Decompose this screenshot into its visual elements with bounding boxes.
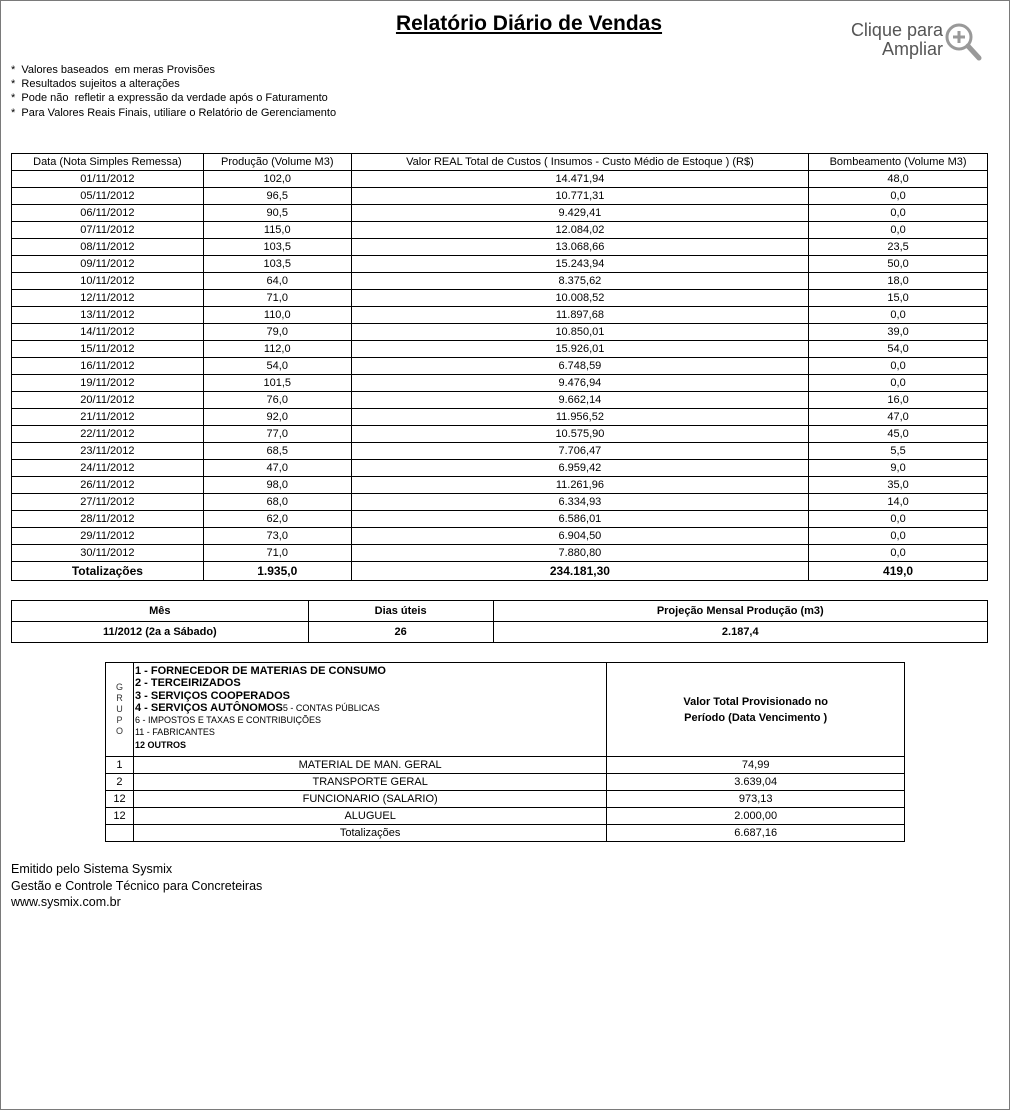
cell-production: 110,0 <box>203 307 351 324</box>
cell-production: 68,0 <box>203 494 351 511</box>
cell-production: 62,0 <box>203 511 351 528</box>
cell-group: 12 <box>106 791 134 808</box>
cell-cost: 9.662,14 <box>351 392 808 409</box>
cell-pumping: 18,0 <box>809 273 988 290</box>
table-row <box>12 307 988 324</box>
cell-group: 2 <box>106 774 134 791</box>
cell-pumping: 5,5 <box>809 443 988 460</box>
grupo-letter: R <box>116 693 123 703</box>
cell-cost: 15.243,94 <box>351 256 808 273</box>
group-totals-label: Totalizações <box>133 825 606 842</box>
footer-line: Gestão e Controle Técnico para Concreteiras <box>11 878 263 893</box>
cell-cost: 7.880,80 <box>351 545 808 562</box>
cell-production: 103,5 <box>203 239 351 256</box>
table-row <box>12 222 988 239</box>
cell-description: MATERIAL DE MAN. GERAL <box>133 757 606 774</box>
table-row <box>12 477 988 494</box>
group-row <box>106 808 905 825</box>
cell-description: ALUGUEL <box>133 808 606 825</box>
cell-cost: 6.959,42 <box>351 460 808 477</box>
projection-row <box>12 622 988 643</box>
cell-date: 12/11/2012 <box>12 290 204 307</box>
col-header-production: Produção (Volume M3) <box>203 154 351 171</box>
grupo-letter: U <box>116 704 123 714</box>
cell-pumping: 0,0 <box>809 358 988 375</box>
cell-cost: 11.897,68 <box>351 307 808 324</box>
footer-link[interactable]: www.sysmix.com.br <box>11 895 121 910</box>
cell-pumping: 47,0 <box>809 409 988 426</box>
totals-cost: 234.181,30 <box>351 562 808 581</box>
zoom-label <box>839 21 943 59</box>
cell-production: 112,0 <box>203 341 351 358</box>
cell-cost: 10.008,52 <box>351 290 808 307</box>
footer <box>11 861 262 911</box>
cell-production: 68,5 <box>203 443 351 460</box>
group-row <box>106 791 905 808</box>
cell-pumping: 39,0 <box>809 324 988 341</box>
cell-pumping: 0,0 <box>809 307 988 324</box>
cell-date: 13/11/2012 <box>12 307 204 324</box>
col-header-month: Mês <box>12 601 309 622</box>
zoom-label-line1: Clique para <box>850 20 943 40</box>
cell-pumping: 50,0 <box>809 256 988 273</box>
totals-pumping: 419,0 <box>809 562 988 581</box>
zoom-in-icon <box>943 21 983 63</box>
cell-cost: 7.706,47 <box>351 443 808 460</box>
cell-date: 30/11/2012 <box>12 545 204 562</box>
cell-pumping: 35,0 <box>809 477 988 494</box>
cell-date: 19/11/2012 <box>12 375 204 392</box>
group-row <box>106 774 905 791</box>
group-totals-empty <box>106 825 134 842</box>
legend-line: 11 - FABRICANTES <box>134 727 215 738</box>
cell-date: 23/11/2012 <box>12 443 204 460</box>
cell-cost: 13.068,66 <box>351 239 808 256</box>
zoom-button[interactable] <box>839 21 989 65</box>
cell-cost: 6.334,93 <box>351 494 808 511</box>
cell-pumping: 0,0 <box>809 205 988 222</box>
cell-production: 47,0 <box>203 460 351 477</box>
cell-production: 98,0 <box>203 477 351 494</box>
cell-cost: 11.956,52 <box>351 409 808 426</box>
cell-date: 09/11/2012 <box>12 256 204 273</box>
table-row <box>12 545 988 562</box>
projection-workdays: 26 <box>308 622 493 643</box>
report-title: Relatório Diário de Vendas <box>395 12 663 35</box>
cell-pumping: 0,0 <box>809 511 988 528</box>
cell-pumping: 14,0 <box>809 494 988 511</box>
cell-production: 96,5 <box>203 188 351 205</box>
cell-pumping: 9,0 <box>809 460 988 477</box>
table-row <box>12 375 988 392</box>
table-row <box>12 358 988 375</box>
cell-value: 973,13 <box>607 791 905 808</box>
cell-cost: 8.375,62 <box>351 273 808 290</box>
legend-line: 1 - FORNECEDOR DE MATERIAS DE CONSUMO <box>134 665 386 677</box>
cell-cost: 6.586,01 <box>351 511 808 528</box>
group-legend <box>133 663 606 757</box>
table-row <box>12 460 988 477</box>
cell-cost: 9.429,41 <box>351 205 808 222</box>
cell-date: 27/11/2012 <box>12 494 204 511</box>
monthly-projection-table <box>11 600 988 643</box>
table-row <box>12 426 988 443</box>
cell-group: 1 <box>106 757 134 774</box>
group-totals-row <box>106 825 905 842</box>
cell-pumping: 0,0 <box>809 375 988 392</box>
cell-date: 24/11/2012 <box>12 460 204 477</box>
disclaimer-notes <box>11 63 336 120</box>
table-row <box>12 494 988 511</box>
table-row <box>12 324 988 341</box>
grupo-letter: P <box>116 715 123 725</box>
cell-pumping: 0,0 <box>809 188 988 205</box>
cell-production: 71,0 <box>203 545 351 562</box>
value-header <box>607 663 905 757</box>
cell-date: 16/11/2012 <box>12 358 204 375</box>
cell-date: 22/11/2012 <box>12 426 204 443</box>
cell-pumping: 45,0 <box>809 426 988 443</box>
cell-cost: 14.471,94 <box>351 171 808 188</box>
note-item: * Para Valores Reais Finais, utiliare o Relatório de Gerenciamento <box>11 106 337 119</box>
table-row <box>12 171 988 188</box>
cell-date: 05/11/2012 <box>12 188 204 205</box>
cell-cost: 6.748,59 <box>351 358 808 375</box>
sales-table-body <box>12 171 988 562</box>
group-table-body <box>106 757 905 825</box>
cell-value: 3.639,04 <box>607 774 905 791</box>
table-row <box>12 188 988 205</box>
grupo-letter: O <box>115 726 123 736</box>
cell-pumping: 48,0 <box>809 171 988 188</box>
cell-date: 01/11/2012 <box>12 171 204 188</box>
cell-cost: 6.904,50 <box>351 528 808 545</box>
table-row <box>12 273 988 290</box>
cell-group: 12 <box>106 808 134 825</box>
cell-cost: 15.926,01 <box>351 341 808 358</box>
cell-date: 21/11/2012 <box>12 409 204 426</box>
cell-pumping: 0,0 <box>809 222 988 239</box>
table-row <box>12 341 988 358</box>
cell-date: 15/11/2012 <box>12 341 204 358</box>
cell-production: 101,5 <box>203 375 351 392</box>
legend-line: 12 OUTROS <box>134 739 186 750</box>
table-row <box>12 511 988 528</box>
projection-header-row <box>12 601 988 622</box>
projection-month: 11/2012 (2a a Sábado) <box>12 622 309 643</box>
table-row <box>12 392 988 409</box>
cell-cost: 9.476,94 <box>351 375 808 392</box>
cell-date: 08/11/2012 <box>12 239 204 256</box>
cell-date: 06/11/2012 <box>12 205 204 222</box>
table-header-row <box>12 154 988 171</box>
cell-cost: 10.850,01 <box>351 324 808 341</box>
note-item: * Resultados sujeitos a alterações <box>11 78 180 91</box>
group-row <box>106 757 905 774</box>
cell-value: 2.000,00 <box>607 808 905 825</box>
cell-production: 115,0 <box>203 222 351 239</box>
cell-production: 73,0 <box>203 528 351 545</box>
cell-production: 76,0 <box>203 392 351 409</box>
cell-pumping: 16,0 <box>809 392 988 409</box>
table-row <box>12 290 988 307</box>
col-header-date: Data (Nota Simples Remessa) <box>12 154 204 171</box>
col-header-projection: Projeção Mensal Produção (m3) <box>493 601 987 622</box>
table-row <box>12 443 988 460</box>
legend-line: 4 - SERVIÇOS AUTÔNOMOS <box>134 701 283 714</box>
cell-cost: 11.261,96 <box>351 477 808 494</box>
cell-date: 28/11/2012 <box>12 511 204 528</box>
cell-pumping: 15,0 <box>809 290 988 307</box>
totals-production: 1.935,0 <box>203 562 351 581</box>
table-row <box>12 528 988 545</box>
cell-production: 77,0 <box>203 426 351 443</box>
cell-pumping: 54,0 <box>809 341 988 358</box>
legend-line: 3 - SERVIÇOS COOPERADOS <box>134 689 291 702</box>
daily-sales-table <box>11 153 988 581</box>
table-row <box>12 256 988 273</box>
cell-production: 79,0 <box>203 324 351 341</box>
legend-line: 6 - IMPOSTOS E TAXAS E CONTRIBUIÇÕES <box>134 715 322 726</box>
grupo-vertical-label <box>106 663 134 757</box>
zoom-label-line2: Ampliar <box>881 39 943 59</box>
table-row <box>12 239 988 256</box>
table-row <box>12 409 988 426</box>
cell-production: 92,0 <box>203 409 351 426</box>
note-item: * Valores baseados em meras Provisões <box>11 64 215 76</box>
totals-row <box>12 562 988 581</box>
group-header-row <box>106 663 905 757</box>
cell-date: 29/11/2012 <box>12 528 204 545</box>
cell-production: 90,5 <box>203 205 351 222</box>
cell-value: 74,99 <box>607 757 905 774</box>
col-header-cost: Valor REAL Total de Custos ( Insumos - Custo Médio de Estoque ) (R$) <box>351 154 808 171</box>
group-provision-table <box>105 662 905 842</box>
cell-production: 54,0 <box>203 358 351 375</box>
cell-production: 103,5 <box>203 256 351 273</box>
cell-production: 64,0 <box>203 273 351 290</box>
value-header-line1: Valor Total Provisionado no <box>683 695 828 708</box>
projection-value: 2.187,4 <box>493 622 987 643</box>
cell-date: 20/11/2012 <box>12 392 204 409</box>
col-header-pumping: Bombeamento (Volume M3) <box>809 154 988 171</box>
cell-description: FUNCIONARIO (SALARIO) <box>133 791 606 808</box>
cell-pumping: 0,0 <box>809 528 988 545</box>
cell-date: 10/11/2012 <box>12 273 204 290</box>
value-header-line2: Período (Data Vencimento ) <box>684 711 828 724</box>
cell-description: TRANSPORTE GERAL <box>133 774 606 791</box>
totals-label: Totalizações <box>12 562 204 581</box>
cell-date: 07/11/2012 <box>12 222 204 239</box>
cell-pumping: 23,5 <box>809 239 988 256</box>
cell-cost: 10.575,90 <box>351 426 808 443</box>
col-header-workdays: Dias úteis <box>308 601 493 622</box>
grupo-letter: G <box>115 682 123 692</box>
cell-production: 102,0 <box>203 171 351 188</box>
cell-cost: 12.084,02 <box>351 222 808 239</box>
cell-production: 71,0 <box>203 290 351 307</box>
cell-date: 14/11/2012 <box>12 324 204 341</box>
legend-line: 5 - CONTAS PÚBLICAS <box>282 702 380 713</box>
legend-line: 2 - TERCEIRIZADOS <box>134 677 241 690</box>
table-row <box>12 205 988 222</box>
group-totals-value: 6.687,16 <box>607 825 905 842</box>
cell-date: 26/11/2012 <box>12 477 204 494</box>
note-item: * Pode não refletir a expressão da verdade após o Faturamento <box>11 92 328 105</box>
legend-line-combined <box>135 702 605 714</box>
footer-line: Emitido pelo Sistema Sysmix <box>11 862 173 876</box>
cell-cost: 10.771,31 <box>351 188 808 205</box>
cell-pumping: 0,0 <box>809 545 988 562</box>
